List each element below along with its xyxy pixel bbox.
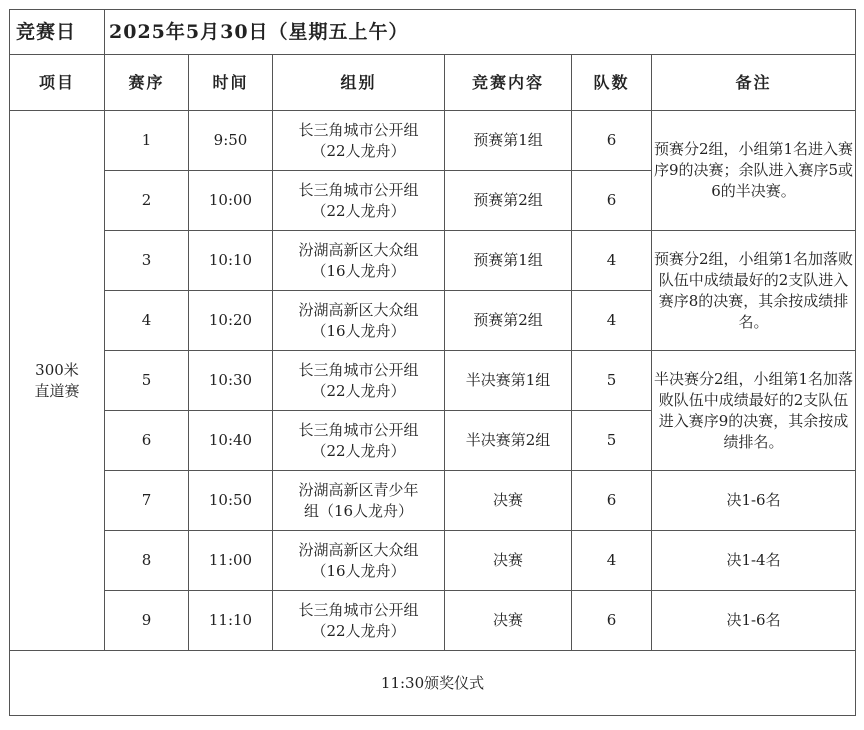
row-teams: 6 xyxy=(572,111,652,171)
row-group: 长三角城市公开组 （22人龙舟） xyxy=(273,171,445,231)
table-row xyxy=(10,111,856,171)
footer-row xyxy=(10,651,856,716)
row-time: 10:00 xyxy=(189,171,273,231)
header-note: 备注 xyxy=(652,55,856,111)
row-group: 汾湖高新区大众组 （16人龙舟） xyxy=(273,291,445,351)
header-time: 时间 xyxy=(189,55,273,111)
title-label: 竞赛日 xyxy=(10,10,105,55)
row-seq: 1 xyxy=(105,111,189,171)
row-content: 半决赛第1组 xyxy=(445,351,572,411)
row-seq: 7 xyxy=(105,471,189,531)
row-seq: 5 xyxy=(105,351,189,411)
note-cell: 预赛分2组，小组第1名进入赛序9的决赛；余队进入赛序5或6的半决赛。 xyxy=(652,111,856,231)
row-teams: 6 xyxy=(572,471,652,531)
row-time: 11:00 xyxy=(189,531,273,591)
row-teams: 6 xyxy=(572,171,652,231)
title-row xyxy=(10,10,856,55)
row-time: 11:10 xyxy=(189,591,273,651)
row-time: 10:10 xyxy=(189,231,273,291)
row-seq: 9 xyxy=(105,591,189,651)
table-row xyxy=(10,471,856,531)
row-group: 汾湖高新区青少年 组（16人龙舟） xyxy=(273,471,445,531)
row-teams: 5 xyxy=(572,351,652,411)
row-seq: 3 xyxy=(105,231,189,291)
row-group: 汾湖高新区大众组 （16人龙舟） xyxy=(273,231,445,291)
row-content: 决赛 xyxy=(445,591,572,651)
row-content: 预赛第2组 xyxy=(445,291,572,351)
table-row xyxy=(10,231,856,291)
note-cell: 半决赛分2组，小组第1名加落败队伍中成绩最好的2支队伍进入赛序9的决赛，其余按成绩排名。 xyxy=(652,351,856,471)
project-name: 300米 直道赛 xyxy=(10,111,105,651)
row-seq: 8 xyxy=(105,531,189,591)
row-teams: 5 xyxy=(572,411,652,471)
row-time: 10:30 xyxy=(189,351,273,411)
row-group: 长三角城市公开组 （22人龙舟） xyxy=(273,591,445,651)
row-seq: 4 xyxy=(105,291,189,351)
row-time: 10:20 xyxy=(189,291,273,351)
row-teams: 4 xyxy=(572,231,652,291)
row-content: 预赛第1组 xyxy=(445,231,572,291)
row-group: 汾湖高新区大众组 （16人龙舟） xyxy=(273,531,445,591)
table-row xyxy=(10,531,856,591)
row-group: 长三角城市公开组 （22人龙舟） xyxy=(273,411,445,471)
row-content: 决赛 xyxy=(445,471,572,531)
row-group: 长三角城市公开组 （22人龙舟） xyxy=(273,351,445,411)
row-time: 10:50 xyxy=(189,471,273,531)
date-text: 2025年5月30日（星期五上午） xyxy=(105,10,856,55)
row-teams: 6 xyxy=(572,591,652,651)
row-content: 预赛第2组 xyxy=(445,171,572,231)
note-cell: 预赛分2组，小组第1名加落败队伍中成绩最好的2支队进入赛序8的决赛，其余按成绩排名。 xyxy=(652,231,856,351)
header-content: 竞赛内容 xyxy=(445,55,572,111)
table-row xyxy=(10,591,856,651)
row-time: 9:50 xyxy=(189,111,273,171)
row-group: 长三角城市公开组 （22人龙舟） xyxy=(273,111,445,171)
header-group: 组别 xyxy=(273,55,445,111)
row-content: 决赛 xyxy=(445,531,572,591)
row-content: 预赛第1组 xyxy=(445,111,572,171)
note-cell: 决1-6名 xyxy=(652,591,856,651)
header-teams: 队数 xyxy=(572,55,652,111)
row-teams: 4 xyxy=(572,291,652,351)
award-ceremony: 11:30颁奖仪式 xyxy=(10,651,856,716)
row-teams: 4 xyxy=(572,531,652,591)
note-cell: 决1-6名 xyxy=(652,471,856,531)
header-row xyxy=(10,55,856,111)
row-content: 半决赛第2组 xyxy=(445,411,572,471)
header-seq: 赛序 xyxy=(105,55,189,111)
header-project: 项目 xyxy=(10,55,105,111)
table-row xyxy=(10,351,856,411)
row-seq: 6 xyxy=(105,411,189,471)
note-cell: 决1-4名 xyxy=(652,531,856,591)
schedule-table xyxy=(9,9,856,716)
row-seq: 2 xyxy=(105,171,189,231)
row-time: 10:40 xyxy=(189,411,273,471)
